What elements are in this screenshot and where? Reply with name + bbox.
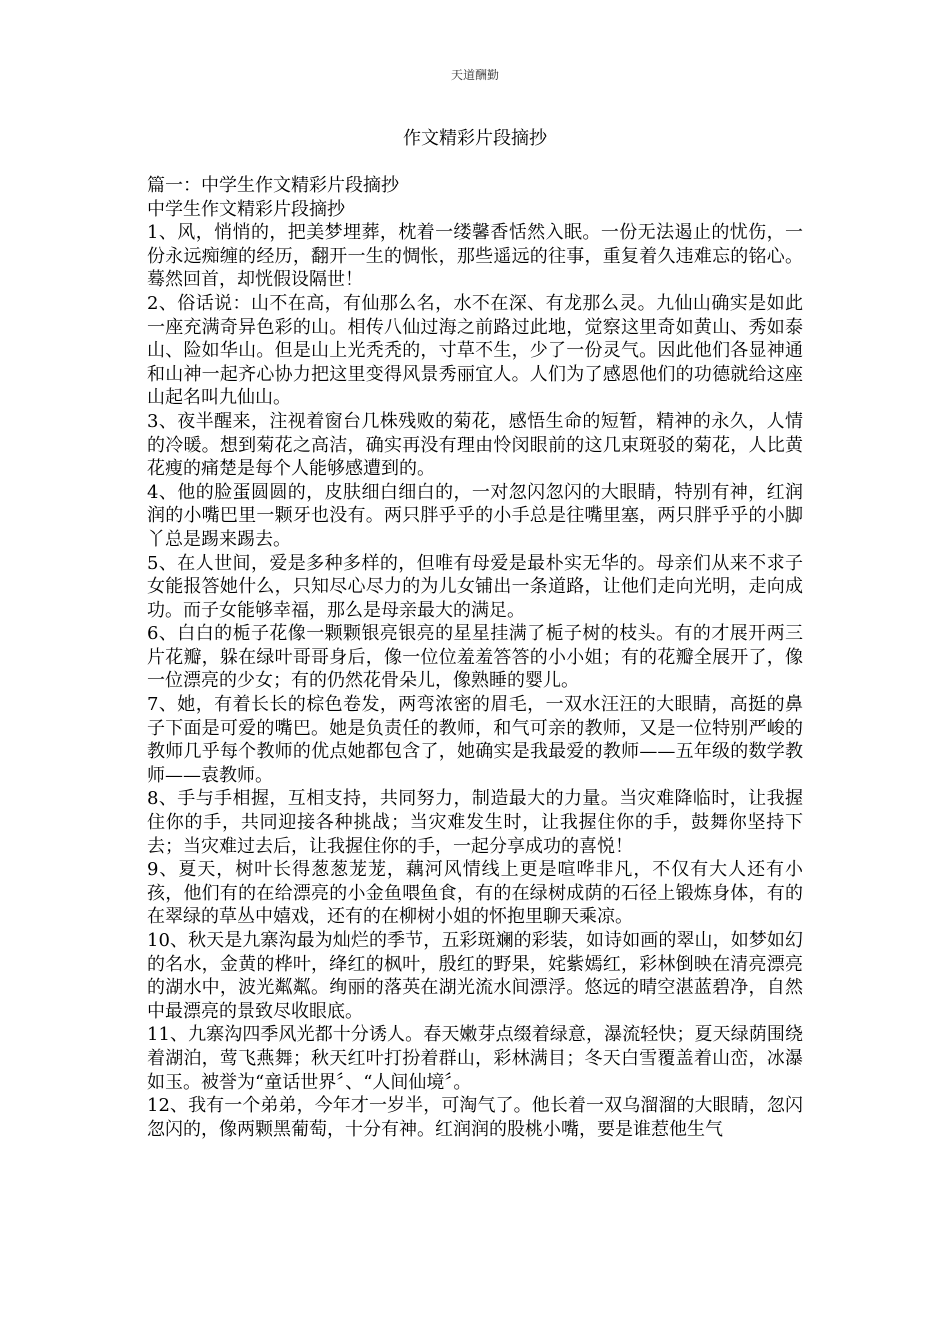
paragraph-12: 12、我有一个弟弟，今年才一岁半，可淘气了。他长着一双乌溜溜的大眼睛，忽闪忽闪的，像两颗黑葡萄，十分有神。红润润的股桃小嘴，要是谁惹他生气 <box>147 1095 803 1140</box>
paragraph-2: 2、俗话说：山不在高，有仙那么名，水不在深、有龙那么灵。九仙山确实是如此一座充满奇异色彩的山。相传八仙过海之前路过此地，觉察这里奇如黄山、秀如泰山、险如华山。但是山上光秃秃的，寸草不生，少了一份灵气。因此他们各显神通和山神一起齐心协力把这里变得风景秀丽宜人。人们为了感恩他们的功德就给这座山起名叫九仙山。 <box>147 292 803 409</box>
section-subheading: 中学生作文精彩片段摘抄 <box>147 198 345 220</box>
paragraph-9: 9、夏天，树叶长得葱葱茏茏，藕河风情线上更是喧哗非凡，不仅有大人还有小孩，他们有的在给漂亮的小金鱼喂鱼食，有的在绿树成荫的石径上锻炼身体，有的在翠绿的草丛中嬉戏，还有的在柳树小姐的怀抱里聊天乘凉。 <box>147 859 803 928</box>
header-text: 天道酬勤 <box>450 68 499 82</box>
paragraph-5: 5、在人世间，爱是多种多样的，但唯有母爱是最朴实无华的。母亲们从来不求子女能报答她什么，只知尽心尽力的为儿女铺出一条道路，让他们走向光明，走向成功。而子女能够幸福，那么是母亲最大的满足。 <box>147 552 803 621</box>
paragraph-7: 7、她，有着长长的棕色卷发，两弯浓密的眉毛，一双水汪汪的大眼睛，高挺的鼻子下面是可爱的嘴巴。她是负责任的教师，和气可亲的教师，又是一位特别严峻的教师几乎每个教师的优点她都包含了，她确实是我最爱的教师——五年级的数学教师——袁教师。 <box>147 694 803 786</box>
paragraph-10: 10、秋天是九寨沟最为灿烂的季节，五彩斑斓的彩装，如诗如画的翠山，如梦如幻的名水，金黄的桦叶，绛红的枫叶，殷红的野果，姹紫嫣红，彩林倒映在清亮漂亮的湖水中，波光粼粼。绚丽的落英在湖光流水间漂浮。悠远的晴空湛蓝碧净，自然中最漂亮的景致尽收眼底。 <box>147 930 803 1022</box>
paragraph-4: 4、他的脸蛋圆圆的，皮肤细白细白的，一对忽闪忽闪的大眼睛，特别有神，红润润的小嘴巴里一颗牙也没有。两只胖乎乎的小手总是往嘴里塞，两只胖乎乎的小脚丫总是踢来踢去。 <box>147 481 803 550</box>
paragraph-1: 1、风，悄悄的，把美梦埋葬，枕着一缕馨香恬然入眠。一份无法遏止的忧伤，一份永远痴缠的经历，翻开一生的惆怅，那些遥远的往事，重复着久违难忘的铭心。蓦然回首，却恍假设隔世！ <box>147 222 803 291</box>
page-header <box>0 66 950 83</box>
paragraph-6: 6、白白的栀子花像一颗颗银亮银亮的星星挂满了栀子树的枝头。有的才展开两三片花瓣，躲在绿叶哥哥身后，像一位位羞羞答答的小小姐；有的花瓣全展开了，像一位漂亮的少女；有的仍然花骨朵儿，像熟睡的婴儿。 <box>147 623 803 692</box>
document-title: 作文精彩片段摘抄 <box>403 128 547 149</box>
paragraph-3: 3、夜半醒来，注视着窗台几株残败的菊花，感悟生命的短暂，精神的永久，人情的冷暖。想到菊花之高洁，确实再没有理由怜闵眼前的这几束斑驳的菊花，人比黄花瘦的痛楚是每个人能够感遭到的。 <box>147 410 803 480</box>
document-body <box>147 174 803 1141</box>
paragraph-11: 11、九寨沟四季风光都十分诱人。春天嫩芽点缀着绿意，瀑流轻快；夏天绿荫围绕着湖泊，莺飞燕舞；秋天红叶打扮着群山，彩林满目；冬天白雪覆盖着山峦，冰瀑如玉。被誉为“童话世界〞、“人间仙境〞。 <box>147 1024 803 1093</box>
section-heading: 篇一：中学生作文精彩片段摘抄 <box>147 175 399 196</box>
paragraph-8: 8、手与手相握，互相支持，共同努力，制造最大的力量。当灾难降临时，让我握住你的手，共同迎接各种挑战；当灾难发生时，让我握住你的手，鼓舞你坚持下去；当灾难过去后，让我握住你的手，一起分享成功的喜悦！ <box>147 788 803 857</box>
